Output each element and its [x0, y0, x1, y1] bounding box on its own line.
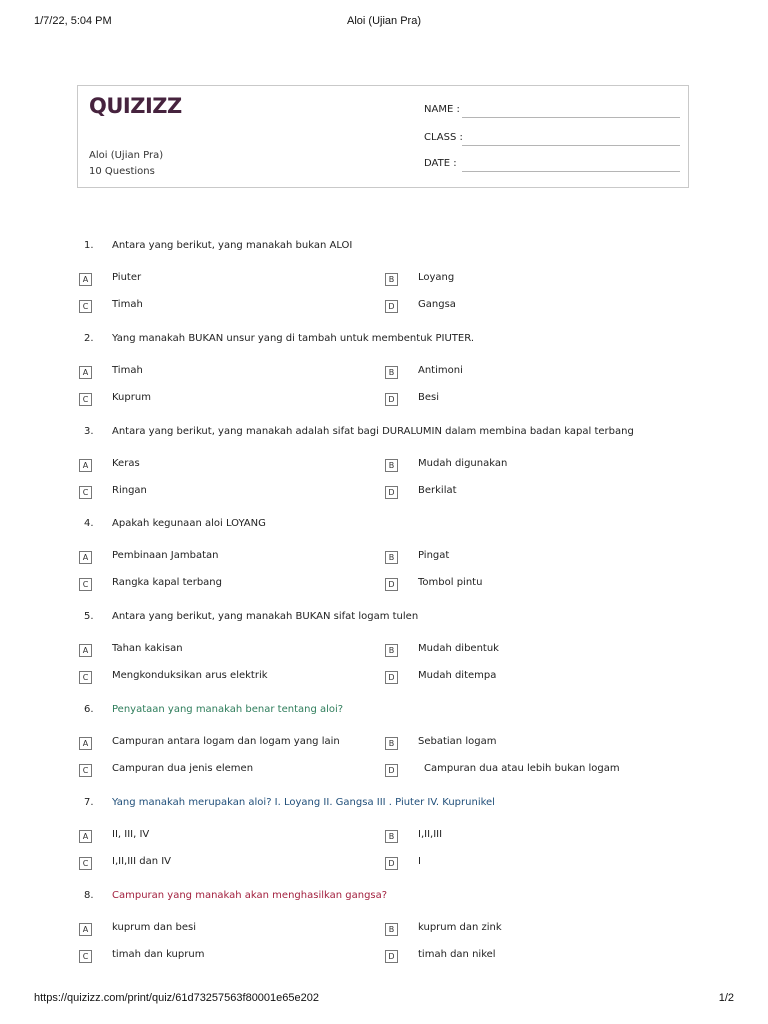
class-label: CLASS :	[424, 132, 463, 143]
question-count: 10 Questions	[89, 166, 155, 177]
option-letter-box: D	[385, 578, 398, 591]
option-text: Campuran antara logam dan logam yang lain	[112, 736, 340, 747]
option-text: Tombol pintu	[418, 577, 483, 588]
question-number: 4.	[84, 518, 94, 529]
option-text: Tahan kakisan	[112, 643, 183, 654]
option-letter-box: D	[385, 671, 398, 684]
option-text: Mudah digunakan	[418, 458, 508, 469]
option-text: Ringan	[112, 485, 147, 496]
question-text: Campuran yang manakah akan menghasilkan gangsa?	[112, 890, 388, 901]
option-letter-box: B	[385, 644, 398, 657]
question-number: 3.	[84, 426, 94, 437]
option-letter-box: A	[79, 366, 92, 379]
option-letter-box: D	[385, 950, 398, 963]
question-text: Antara yang berikut, yang manakah BUKAN sifat logam tulen	[112, 611, 419, 622]
option-letter-box: C	[79, 950, 92, 963]
page-number: 1/2	[718, 992, 734, 1004]
option-letter-box: B	[385, 459, 398, 472]
option-text: Piuter	[112, 272, 142, 283]
option-text: Besi	[418, 392, 440, 403]
date-line	[462, 171, 680, 172]
option-text: Campuran dua jenis elemen	[112, 763, 254, 774]
option-text: Timah	[112, 299, 143, 310]
option-letter-box: A	[79, 273, 92, 286]
option-text: kuprum dan zink	[418, 922, 502, 933]
option-letter-box: A	[79, 923, 92, 936]
date-field	[424, 158, 680, 172]
option-letter-box: B	[385, 737, 398, 750]
option-letter-box: B	[385, 830, 398, 843]
option-text: Timah	[112, 365, 143, 376]
page-url: https://quizizz.com/print/quiz/61d73257563f80001e65e202	[34, 992, 319, 1004]
option-text: Mudah dibentuk	[418, 643, 499, 654]
name-field	[424, 104, 680, 118]
print-datetime: 1/7/22, 5:04 PM	[34, 15, 112, 27]
option-text: Sebatian logam	[418, 736, 497, 747]
print-header	[0, 15, 768, 31]
option-letter-box: B	[385, 273, 398, 286]
option-letter-box: B	[385, 923, 398, 936]
class-line	[462, 145, 680, 146]
option-letter-box: D	[385, 300, 398, 313]
option-letter-box: C	[79, 300, 92, 313]
question-text: Antara yang berikut, yang manakah bukan ALOI	[112, 240, 353, 251]
option-letter-box: A	[79, 830, 92, 843]
question-number: 7.	[84, 797, 94, 808]
question-number: 1.	[84, 240, 94, 251]
option-letter-box: B	[385, 366, 398, 379]
option-text: I	[418, 856, 421, 867]
option-letter-box: C	[79, 578, 92, 591]
date-label: DATE :	[424, 158, 457, 169]
name-label: NAME :	[424, 104, 460, 115]
question-text: Penyataan yang manakah benar tentang aloi?	[112, 704, 344, 715]
option-letter-box: D	[385, 857, 398, 870]
option-text: Campuran dua atau lebih bukan logam	[424, 763, 620, 774]
option-text: Pembinaan Jambatan	[112, 550, 219, 561]
option-text: I,II,III dan IV	[112, 856, 172, 867]
option-letter-box: D	[385, 486, 398, 499]
option-text: timah dan kuprum	[112, 949, 205, 960]
option-text: kuprum dan besi	[112, 922, 197, 933]
quiz-header-card	[77, 85, 689, 188]
option-letter-box: B	[385, 551, 398, 564]
option-text: I,II,III	[418, 829, 443, 840]
option-letter-box: D	[385, 393, 398, 406]
option-text: Mudah ditempa	[418, 670, 497, 681]
question-number: 5.	[84, 611, 94, 622]
class-field	[424, 132, 680, 146]
option-text: Rangka kapal terbang	[112, 577, 222, 588]
option-text: Kuprum	[112, 392, 151, 403]
question-number: 6.	[84, 704, 94, 715]
option-text: Loyang	[418, 272, 455, 283]
quiz-title: Aloi (Ujian Pra)	[89, 150, 164, 161]
option-letter-box: D	[385, 764, 398, 777]
print-footer	[0, 992, 768, 1008]
option-letter-box: C	[79, 671, 92, 684]
option-letter-box: A	[79, 459, 92, 472]
question-text: Yang manakah merupakan aloi? I. Loyang II. Gangsa III . Piuter IV. Kuprunikel	[112, 797, 495, 808]
option-text: Keras	[112, 458, 140, 469]
question-number: 2.	[84, 333, 94, 344]
option-text: Mengkonduksikan arus elektrik	[112, 670, 268, 681]
option-text: timah dan nikel	[418, 949, 496, 960]
option-letter-box: C	[79, 857, 92, 870]
option-letter-box: C	[79, 764, 92, 777]
option-letter-box: A	[79, 551, 92, 564]
option-text: Gangsa	[418, 299, 456, 310]
question-text: Apakah kegunaan aloi LOYANG	[112, 518, 266, 529]
option-letter-box: C	[79, 393, 92, 406]
option-text: Pingat	[418, 550, 450, 561]
option-letter-box: A	[79, 644, 92, 657]
print-title: Aloi (Ujian Pra)	[347, 15, 421, 27]
question-number: 8.	[84, 890, 94, 901]
option-letter-box: A	[79, 737, 92, 750]
option-letter-box: C	[79, 486, 92, 499]
question-text: Yang manakah BUKAN unsur yang di tambah untuk membentuk PIUTER.	[112, 333, 474, 344]
option-text: II, III, IV	[112, 829, 150, 840]
quizizz-logo: QUIZIZZ	[89, 94, 182, 118]
question-text: Antara yang berikut, yang manakah adalah sifat bagi DURALUMIN dalam membina badan kapal terbang	[112, 426, 634, 437]
option-text: Berkilat	[418, 485, 457, 496]
option-text: Antimoni	[418, 365, 463, 376]
name-line	[462, 117, 680, 118]
